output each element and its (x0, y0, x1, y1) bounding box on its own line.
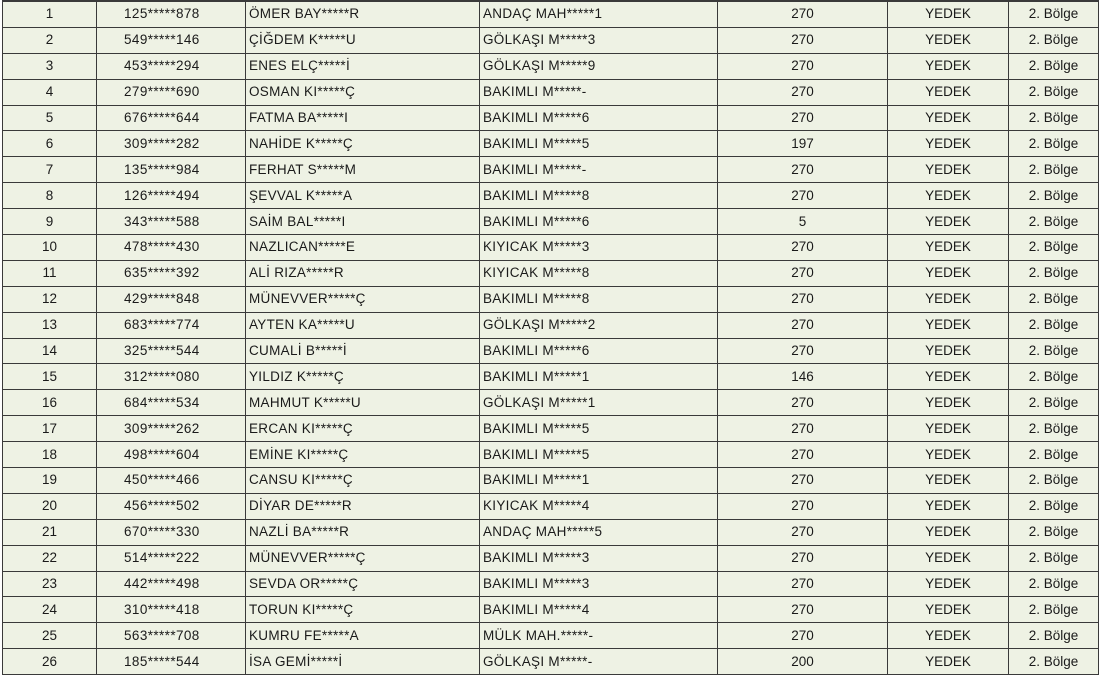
neighborhood-cell: KIYICAK M*****3 (480, 235, 718, 261)
id-number-cell: 498*****604 (97, 442, 246, 468)
neighborhood-cell: ANDAÇ MAH*****5 (480, 519, 718, 545)
full-name-cell: ÇİĞDEM K*****U (246, 27, 480, 53)
table-row (3, 623, 1099, 649)
region-cell: 2. Bölge (1009, 157, 1099, 183)
neighborhood-cell: BAKIMLI M*****- (480, 79, 718, 105)
table-row (3, 338, 1099, 364)
full-name-cell: ŞEVVAL K*****A (246, 183, 480, 209)
full-name-cell: FERHAT S*****M (246, 157, 480, 183)
row-number-cell: 6 (3, 131, 97, 157)
table-row (3, 53, 1099, 79)
row-number-cell: 13 (3, 312, 97, 338)
score-cell: 270 (718, 519, 888, 545)
neighborhood-cell: BAKIMLI M*****1 (480, 364, 718, 390)
row-number-cell: 11 (3, 260, 97, 286)
id-number-cell: 456*****502 (97, 493, 246, 519)
neighborhood-cell: BAKIMLI M*****6 (480, 105, 718, 131)
score-cell: 270 (718, 235, 888, 261)
table-row (3, 79, 1099, 105)
id-number-cell: 325*****544 (97, 338, 246, 364)
id-number-cell: 309*****282 (97, 131, 246, 157)
status-cell: YEDEK (888, 519, 1009, 545)
score-cell: 200 (718, 649, 888, 675)
region-cell: 2. Bölge (1009, 597, 1099, 623)
score-cell: 270 (718, 338, 888, 364)
status-cell: YEDEK (888, 364, 1009, 390)
status-cell: YEDEK (888, 260, 1009, 286)
status-cell: YEDEK (888, 53, 1009, 79)
status-cell: YEDEK (888, 597, 1009, 623)
status-cell: YEDEK (888, 79, 1009, 105)
full-name-cell: NAHİDE K*****Ç (246, 131, 480, 157)
table-row (3, 105, 1099, 131)
full-name-cell: CANSU KI*****Ç (246, 468, 480, 494)
neighborhood-cell: ANDAÇ MAH*****1 (480, 1, 718, 27)
status-cell: YEDEK (888, 623, 1009, 649)
score-cell: 270 (718, 27, 888, 53)
table-row (3, 235, 1099, 261)
table-row (3, 1, 1099, 27)
neighborhood-cell: MÜLK MAH.*****- (480, 623, 718, 649)
row-number-cell: 22 (3, 545, 97, 571)
status-cell: YEDEK (888, 493, 1009, 519)
id-number-cell: 549*****146 (97, 27, 246, 53)
status-cell: YEDEK (888, 442, 1009, 468)
table-row (3, 468, 1099, 494)
neighborhood-cell: KIYICAK M*****8 (480, 260, 718, 286)
table-row (3, 183, 1099, 209)
full-name-cell: MAHMUT K*****U (246, 390, 480, 416)
id-number-cell: 450*****466 (97, 468, 246, 494)
full-name-cell: MÜNEVVER*****Ç (246, 286, 480, 312)
region-cell: 2. Bölge (1009, 260, 1099, 286)
neighborhood-cell: BAKIMLI M*****8 (480, 286, 718, 312)
row-number-cell: 7 (3, 157, 97, 183)
status-cell: YEDEK (888, 416, 1009, 442)
table-row (3, 260, 1099, 286)
full-name-cell: SAİM BAL*****I (246, 209, 480, 235)
neighborhood-cell: GÖLKAŞI M*****3 (480, 27, 718, 53)
status-cell: YEDEK (888, 157, 1009, 183)
region-cell: 2. Bölge (1009, 105, 1099, 131)
table-row (3, 209, 1099, 235)
status-cell: YEDEK (888, 27, 1009, 53)
row-number-cell: 26 (3, 649, 97, 675)
id-number-cell: 309*****262 (97, 416, 246, 442)
neighborhood-cell: BAKIMLI M*****5 (480, 131, 718, 157)
score-cell: 270 (718, 183, 888, 209)
score-cell: 270 (718, 260, 888, 286)
region-cell: 2. Bölge (1009, 183, 1099, 209)
status-cell: YEDEK (888, 649, 1009, 675)
neighborhood-cell: GÖLKAŞI M*****2 (480, 312, 718, 338)
id-number-cell: 453*****294 (97, 53, 246, 79)
full-name-cell: İSA GEMİ*****İ (246, 649, 480, 675)
row-number-cell: 3 (3, 53, 97, 79)
region-cell: 2. Bölge (1009, 442, 1099, 468)
neighborhood-cell: BAKIMLI M*****4 (480, 597, 718, 623)
full-name-cell: ALİ RIZA*****R (246, 260, 480, 286)
status-cell: YEDEK (888, 390, 1009, 416)
full-name-cell: ENES ELÇ*****İ (246, 53, 480, 79)
row-number-cell: 17 (3, 416, 97, 442)
region-cell: 2. Bölge (1009, 286, 1099, 312)
region-cell: 2. Bölge (1009, 53, 1099, 79)
neighborhood-cell: GÖLKAŞI M*****1 (480, 390, 718, 416)
id-number-cell: 126*****494 (97, 183, 246, 209)
row-number-cell: 21 (3, 519, 97, 545)
full-name-cell: EMİNE KI*****Ç (246, 442, 480, 468)
score-cell: 270 (718, 493, 888, 519)
table-row (3, 493, 1099, 519)
status-cell: YEDEK (888, 312, 1009, 338)
neighborhood-cell: BAKIMLI M*****5 (480, 442, 718, 468)
status-cell: YEDEK (888, 571, 1009, 597)
id-number-cell: 429*****848 (97, 286, 246, 312)
full-name-cell: KUMRU FE*****A (246, 623, 480, 649)
results-table (2, 0, 1099, 675)
score-cell: 270 (718, 545, 888, 571)
id-number-cell: 185*****544 (97, 649, 246, 675)
region-cell: 2. Bölge (1009, 79, 1099, 105)
id-number-cell: 683*****774 (97, 312, 246, 338)
neighborhood-cell: BAKIMLI M*****1 (480, 468, 718, 494)
status-cell: YEDEK (888, 105, 1009, 131)
full-name-cell: SEVDA OR*****Ç (246, 571, 480, 597)
neighborhood-cell: GÖLKAŞI M*****9 (480, 53, 718, 79)
id-number-cell: 442*****498 (97, 571, 246, 597)
region-cell: 2. Bölge (1009, 209, 1099, 235)
score-cell: 270 (718, 312, 888, 338)
region-cell: 2. Bölge (1009, 338, 1099, 364)
row-number-cell: 12 (3, 286, 97, 312)
score-cell: 270 (718, 157, 888, 183)
id-number-cell: 478*****430 (97, 235, 246, 261)
row-number-cell: 8 (3, 183, 97, 209)
table-row (3, 312, 1099, 338)
row-number-cell: 4 (3, 79, 97, 105)
row-number-cell: 9 (3, 209, 97, 235)
status-cell: YEDEK (888, 1, 1009, 27)
id-number-cell: 135*****984 (97, 157, 246, 183)
neighborhood-cell: BAKIMLI M*****6 (480, 209, 718, 235)
table-row (3, 519, 1099, 545)
full-name-cell: ÖMER BAY*****R (246, 1, 480, 27)
full-name-cell: YILDIZ K*****Ç (246, 364, 480, 390)
region-cell: 2. Bölge (1009, 623, 1099, 649)
id-number-cell: 676*****644 (97, 105, 246, 131)
table-row (3, 597, 1099, 623)
id-number-cell: 343*****588 (97, 209, 246, 235)
status-cell: YEDEK (888, 286, 1009, 312)
id-number-cell: 514*****222 (97, 545, 246, 571)
region-cell: 2. Bölge (1009, 545, 1099, 571)
status-cell: YEDEK (888, 338, 1009, 364)
region-cell: 2. Bölge (1009, 390, 1099, 416)
score-cell: 270 (718, 53, 888, 79)
region-cell: 2. Bölge (1009, 27, 1099, 53)
score-cell: 197 (718, 131, 888, 157)
table-row (3, 416, 1099, 442)
full-name-cell: MÜNEVVER*****Ç (246, 545, 480, 571)
score-cell: 5 (718, 209, 888, 235)
region-cell: 2. Bölge (1009, 131, 1099, 157)
region-cell: 2. Bölge (1009, 571, 1099, 597)
table-row (3, 364, 1099, 390)
id-number-cell: 563*****708 (97, 623, 246, 649)
row-number-cell: 10 (3, 235, 97, 261)
row-number-cell: 19 (3, 468, 97, 494)
full-name-cell: ERCAN KI*****Ç (246, 416, 480, 442)
table-row (3, 27, 1099, 53)
status-cell: YEDEK (888, 209, 1009, 235)
table-row (3, 545, 1099, 571)
row-number-cell: 24 (3, 597, 97, 623)
id-number-cell: 635*****392 (97, 260, 246, 286)
row-number-cell: 2 (3, 27, 97, 53)
score-cell: 270 (718, 286, 888, 312)
score-cell: 270 (718, 416, 888, 442)
full-name-cell: OSMAN KI*****Ç (246, 79, 480, 105)
row-number-cell: 15 (3, 364, 97, 390)
row-number-cell: 20 (3, 493, 97, 519)
row-number-cell: 18 (3, 442, 97, 468)
region-cell: 2. Bölge (1009, 235, 1099, 261)
row-number-cell: 23 (3, 571, 97, 597)
full-name-cell: NAZLİ BA*****R (246, 519, 480, 545)
neighborhood-cell: BAKIMLI M*****3 (480, 571, 718, 597)
full-name-cell: AYTEN KA*****U (246, 312, 480, 338)
neighborhood-cell: BAKIMLI M*****6 (480, 338, 718, 364)
score-cell: 270 (718, 442, 888, 468)
region-cell: 2. Bölge (1009, 364, 1099, 390)
full-name-cell: FATMA BA*****I (246, 105, 480, 131)
table-row (3, 286, 1099, 312)
score-cell: 270 (718, 105, 888, 131)
neighborhood-cell: BAKIMLI M*****5 (480, 416, 718, 442)
status-cell: YEDEK (888, 235, 1009, 261)
status-cell: YEDEK (888, 468, 1009, 494)
row-number-cell: 1 (3, 1, 97, 27)
neighborhood-cell: BAKIMLI M*****3 (480, 545, 718, 571)
id-number-cell: 125*****878 (97, 1, 246, 27)
score-cell: 270 (718, 468, 888, 494)
neighborhood-cell: BAKIMLI M*****- (480, 157, 718, 183)
id-number-cell: 670*****330 (97, 519, 246, 545)
table-row (3, 157, 1099, 183)
score-cell: 270 (718, 623, 888, 649)
full-name-cell: DİYAR DE*****R (246, 493, 480, 519)
row-number-cell: 5 (3, 105, 97, 131)
id-number-cell: 310*****418 (97, 597, 246, 623)
full-name-cell: TORUN KI*****Ç (246, 597, 480, 623)
region-cell: 2. Bölge (1009, 1, 1099, 27)
score-cell: 270 (718, 390, 888, 416)
id-number-cell: 684*****534 (97, 390, 246, 416)
table-row (3, 649, 1099, 675)
score-cell: 270 (718, 571, 888, 597)
score-cell: 270 (718, 79, 888, 105)
table-row (3, 442, 1099, 468)
score-cell: 270 (718, 1, 888, 27)
score-cell: 146 (718, 364, 888, 390)
neighborhood-cell: GÖLKAŞI M*****- (480, 649, 718, 675)
region-cell: 2. Bölge (1009, 416, 1099, 442)
id-number-cell: 279*****690 (97, 79, 246, 105)
table-row (3, 571, 1099, 597)
status-cell: YEDEK (888, 183, 1009, 209)
region-cell: 2. Bölge (1009, 312, 1099, 338)
table-body (3, 1, 1099, 675)
neighborhood-cell: BAKIMLI M*****8 (480, 183, 718, 209)
table-row (3, 131, 1099, 157)
status-cell: YEDEK (888, 131, 1009, 157)
score-cell: 270 (718, 597, 888, 623)
id-number-cell: 312*****080 (97, 364, 246, 390)
row-number-cell: 16 (3, 390, 97, 416)
region-cell: 2. Bölge (1009, 649, 1099, 675)
row-number-cell: 25 (3, 623, 97, 649)
region-cell: 2. Bölge (1009, 493, 1099, 519)
row-number-cell: 14 (3, 338, 97, 364)
neighborhood-cell: KIYICAK M*****4 (480, 493, 718, 519)
status-cell: YEDEK (888, 545, 1009, 571)
table-row (3, 390, 1099, 416)
region-cell: 2. Bölge (1009, 519, 1099, 545)
full-name-cell: NAZLICAN*****E (246, 235, 480, 261)
full-name-cell: CUMALİ B*****İ (246, 338, 480, 364)
region-cell: 2. Bölge (1009, 468, 1099, 494)
